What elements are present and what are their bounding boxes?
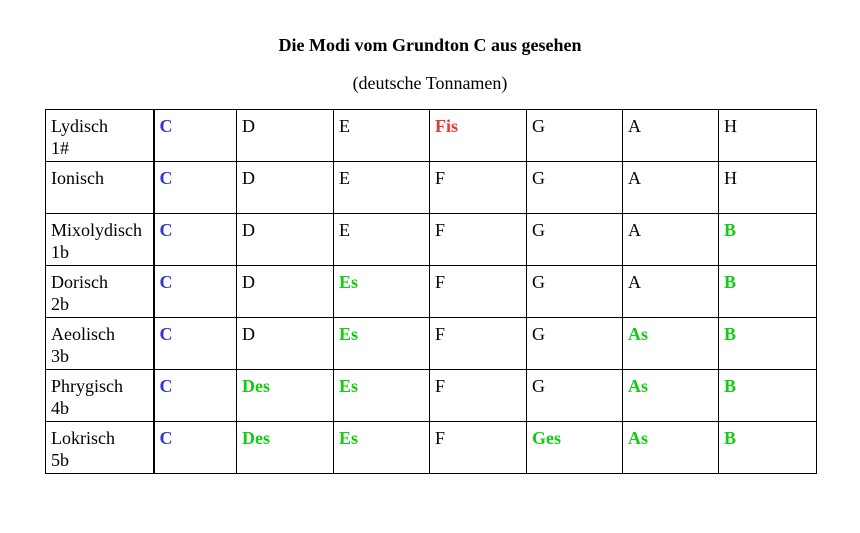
mode-accidentals: 4b [51,398,69,418]
note-cell [719,422,817,474]
mode-name: Mixolydisch [51,220,143,240]
note-cell [237,422,334,474]
note-cell [154,422,237,474]
table-row [46,422,817,474]
note-normal: G [532,272,545,292]
note-sharp: Fis [435,116,459,136]
note-cell [334,370,430,422]
note-cell [237,162,334,214]
note-cell [430,422,527,474]
modes-table [45,109,817,474]
note-normal: A [628,168,641,188]
page-title: Die Modi vom Grundton C aus gesehen [278,35,582,55]
note-cell [430,266,527,318]
note-normal: E [339,220,350,240]
modes-table-body [46,110,817,474]
note-cell [719,370,817,422]
note-flat: B [724,428,737,448]
note-cell [527,422,623,474]
note-cell [719,266,817,318]
note-cell [527,110,623,162]
note-cell [154,214,237,266]
note-normal: G [532,220,545,240]
table-row [46,162,817,214]
note-normal: D [242,116,255,136]
note-cell [623,266,719,318]
note-cell [334,214,430,266]
note-cell [719,110,817,162]
note-cell [154,110,237,162]
note-cell [154,162,237,214]
note-cell [237,370,334,422]
note-normal: F [435,376,446,396]
note-normal: A [628,116,641,136]
note-cell [623,370,719,422]
note-flat: Es [339,428,359,448]
mode-cell [46,422,154,474]
note-normal: F [435,168,446,188]
note-normal: E [339,116,350,136]
mode-name: Lokrisch [51,428,115,448]
note-cell [527,318,623,370]
note-cell [334,162,430,214]
note-cell [237,318,334,370]
mode-accidentals: 1# [51,138,69,158]
note-cell [237,266,334,318]
note-normal: D [242,272,255,292]
page-subtitle: (deutsche Tonnamen) [352,73,508,93]
note-cell [527,266,623,318]
note-flat: Es [339,272,359,292]
mode-cell [46,266,154,318]
note-cell [623,214,719,266]
note-cell [154,318,237,370]
note-normal: G [532,324,545,344]
note-flat: B [724,272,737,292]
mode-cell [46,370,154,422]
note-cell [430,318,527,370]
mode-accidentals: 1b [51,242,69,262]
note-normal: F [435,220,446,240]
note-normal: D [242,168,255,188]
note-cell [719,318,817,370]
mode-cell [46,110,154,162]
note-cell [527,162,623,214]
note-flat: As [628,428,649,448]
note-normal: F [435,272,446,292]
note-flat: Des [242,428,270,448]
note-cell [154,370,237,422]
table-row [46,214,817,266]
note-flat: Ges [532,428,561,448]
note-cell [334,110,430,162]
note-root: C [159,428,173,448]
note-cell [719,162,817,214]
note-cell [334,422,430,474]
note-root: C [159,220,173,240]
note-normal: G [532,168,545,188]
note-flat: As [628,376,649,396]
note-cell [430,214,527,266]
mode-name: Phrygisch [51,376,123,396]
table-row [46,370,817,422]
note-flat: B [724,376,737,396]
note-cell [623,318,719,370]
note-root: C [159,272,173,292]
note-cell [334,318,430,370]
note-cell [237,110,334,162]
mode-name: Aeolisch [51,324,115,344]
mode-name: Lydisch [51,116,108,136]
note-flat: Es [339,376,359,396]
mode-accidentals: 3b [51,346,69,366]
note-cell [527,214,623,266]
note-flat: B [724,324,737,344]
mode-accidentals: 5b [51,450,69,470]
note-cell [334,266,430,318]
note-root: C [159,168,173,188]
mode-cell [46,318,154,370]
note-flat: As [628,324,649,344]
table-row [46,318,817,370]
note-cell [430,370,527,422]
note-normal: G [532,376,545,396]
note-flat: B [724,220,737,240]
note-normal: A [628,272,641,292]
table-row [46,110,817,162]
note-normal: H [724,116,737,136]
note-normal: F [435,428,446,448]
note-root: C [159,324,173,344]
note-normal: H [724,168,737,188]
note-cell [623,422,719,474]
note-normal: D [242,220,255,240]
mode-name: Dorisch [51,272,108,292]
note-cell [430,162,527,214]
note-flat: Es [339,324,359,344]
note-cell [237,214,334,266]
mode-cell [46,162,154,214]
note-normal: F [435,324,446,344]
note-normal: G [532,116,545,136]
note-root: C [159,376,173,396]
note-cell [719,214,817,266]
mode-cell [46,214,154,266]
note-root: C [159,116,173,136]
note-cell [527,370,623,422]
note-normal: A [628,220,641,240]
note-cell [623,110,719,162]
note-normal: E [339,168,350,188]
mode-name: Ionisch [51,168,104,188]
note-normal: D [242,324,255,344]
note-cell [623,162,719,214]
note-cell [154,266,237,318]
table-row [46,266,817,318]
note-flat: Des [242,376,270,396]
mode-accidentals: 2b [51,294,69,314]
note-cell [430,110,527,162]
